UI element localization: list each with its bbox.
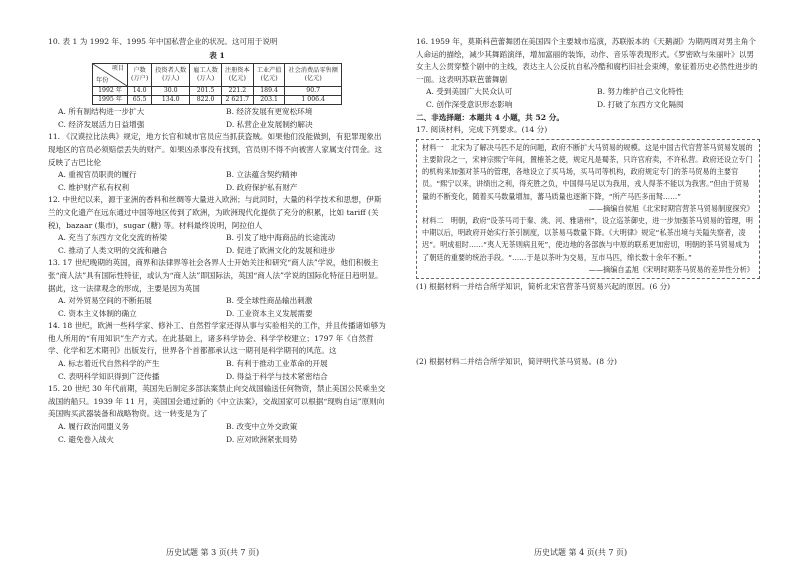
question-13-options [48, 295, 386, 320]
sub-question-1: (1) 根据材料一并结合所学知识，简析北宋官营茶马贸易兴起的原因。(6 分) [416, 281, 671, 291]
option-b[interactable]: B. 经济发展有更宽松环境 [226, 107, 313, 117]
table-1-title: 表 1 [209, 50, 225, 60]
option-c[interactable]: C. 推动了人类文明的交流和融合 [58, 245, 168, 255]
question-10-stem: 10. 表 1 为 1992 年、1995 年中国私营企业的状况。这可用于说明 [48, 37, 278, 46]
sub-question-2: (2) 根据材料二并结合所学知识，简评明代茶马贸易。(8 分) [416, 356, 617, 366]
table-cell: 201.5 [190, 87, 222, 96]
page-footer-3: 历史试题 第 3 页(共 7 页) [166, 548, 260, 558]
table-cell: 822.0 [190, 96, 222, 105]
table-cell: 1 006.4 [285, 96, 342, 105]
table-header-cell: 注册资本 (亿元) [221, 64, 253, 87]
question-11-options [48, 169, 386, 194]
question-16-stem: 16. 1959 年，莫斯科芭蕾舞团在美国四个主要城市巡演，苏联版本的《天鹅湖》为期两周对男主角个人命运的描绘，减少其舞蹈演绎，增加富丽的装饰，动作、音乐等表现形式。《罗密欧与朱丽叶》以男女主人公贯穿整个剧中的主线，表达主人公反抗自私冷酷和腐朽旧社会束缚，象征着历史必然性进步的一面。这表明苏联芭蕾舞剧 [416, 37, 758, 84]
section-heading: 二、非选择题：本题共 4 小题，共 52 分。 [416, 112, 564, 122]
option-c[interactable]: C. 维护财产私有权利 [58, 182, 130, 192]
material-1-source: ——摘编自侯旭《北宋时期官营茶马贸易制度探究》 [588, 203, 754, 213]
material-2-text: 材料二 明朝，政府“设茶马司于秦、洮、河、雅诸州”，设立巡茶御史，进一步加强茶马贸易的管理，明中期以后，明政府开始实行茶引制度，以茶易马数量下降。《大明律》规定“私茶出境与关隘失察者，凌迟”。明成祖时……“夷人无茶则病且死”，使边地的各部族与中原的联系更加密切，明朝的茶马贸易成为了朝廷的重要的统治手段。“……于是以茶叶为交易，互市马匹，绵长数十余年不断。” [422, 215, 753, 262]
table-cell: 1995 年 [93, 96, 128, 105]
option-b[interactable]: B. 改变中立外交政策 [226, 422, 298, 432]
table-cell: 134.0 [152, 96, 190, 105]
table-cell: 203.1 [253, 96, 285, 105]
option-c[interactable]: C. 表明科学知识得到广泛传播 [58, 371, 160, 381]
table-cell: 30.0 [152, 87, 190, 96]
option-a[interactable]: A. 受到美国广大民众认可 [426, 87, 513, 97]
table-cell: 1992 年 [93, 87, 128, 96]
table-cell: 221.2 [221, 87, 253, 96]
table-header-row [93, 64, 342, 87]
option-b[interactable]: B. 有利于推动工业革命的开展 [226, 359, 328, 369]
corner-label-top: 项目 [111, 65, 125, 73]
question-17-stem: 17. 阅读材料，完成下列要求。(14 分) [416, 125, 548, 135]
option-d[interactable]: D. 促进了欧洲文化的发展和进步 [226, 245, 336, 255]
question-13-stem: 13. 17 世纪晚期的英国，商界和法律界等社会各界人士开始关注和研究“商人法”学说，他们积极主张“商人法”具有国际性特征，或认为“商人法”即国际法，英国“商人法”学说的国际化特征日趋明显。据此，这一法律观念的形成，主要是因为英国 [48, 258, 383, 293]
material-2-source: ——摘编自孟旭《宋明时期茶马贸易的差异性分析》 [588, 264, 754, 274]
page-4 [416, 0, 760, 566]
private-enterprise-table [92, 63, 342, 105]
answer-space-1[interactable] [416, 294, 760, 356]
table-cell: 14.0 [128, 87, 152, 96]
question-12-options [48, 232, 386, 257]
option-d[interactable]: D. 应对欧洲紧张局势 [226, 434, 298, 444]
option-d[interactable]: D. 打破了东西方文化隔阂 [597, 99, 684, 109]
table-cell: 2 621.7 [221, 96, 253, 105]
question-10-options [48, 106, 386, 131]
option-a[interactable]: A. 对外贸易空间的不断拓展 [58, 296, 152, 306]
option-c[interactable]: C. 创作深受意识形态影响 [426, 99, 513, 109]
option-b[interactable]: B. 受全球性商品输出刺激 [226, 296, 313, 306]
table-header-cell: 投资者人数 (万人) [152, 64, 190, 87]
table-cell: 65.5 [128, 96, 152, 105]
material-1-text: 材料一 北宋为了解决马匹不足的问题，政府不断扩大马贸易的规模。这是中国古代官营茶马贸易发展的主要阶段之一，宋神宗熙宁年间，置榷茶之使，规定凡是蜀茶，只许官府卖，不许私营。政府还设立专门的机构来加强对茶马的管理，各地设立了买马场，买马司等机构，政府规定专门的茶马贸易的主要官员。“熙宁以来，讲绩出之利，得充胜之负，中国得马足以为我用，戎人得茶不能以为我害。”但由于贸易量的不断变化，随着买马数量增加，蕃马质量也逐渐下降，“所产马匹多而驽……” [422, 142, 753, 201]
table-row [93, 96, 342, 105]
option-d[interactable]: D. 私营企业发展制约解决 [226, 119, 313, 129]
option-b[interactable]: B. 努力维护自己文化特性 [597, 87, 684, 97]
question-14-options [48, 358, 386, 383]
option-a[interactable]: A. 所有制结构进一步扩大 [58, 107, 145, 117]
question-15-options [48, 421, 386, 446]
table-cell: 189.4 [253, 87, 285, 96]
table-header-cell: 户数 (万户) [128, 64, 152, 87]
option-c[interactable]: C. 避免卷入战火 [58, 434, 114, 444]
corner-label-bottom: 年份 [96, 77, 109, 85]
option-b[interactable]: B. 引发了地中海商品的长途流动 [226, 233, 336, 243]
question-11-stem: 11. 《汉谟拉比法典》规定，地方长官和城市官员应当抓获盗贼。如果他们没能做到，有犯罪现象出现地区的官员必须赔偿丢失的财产。如果凶杀事没有找到，官员则不得不向被害人家属支付罚金。这反映了古巴比伦 [48, 132, 383, 167]
table-row [93, 87, 342, 96]
question-15-stem: 15. 20 世纪 30 年代前期，英国先后制定多部法案禁止向交战国输送任何物资，禁止美国公民乘坐交战国的船只。1939 年 11 月，美国国会通过新的《中立法案》，交战国家可以根据“现购自运”原则向美国购买武器装备和战略物资。这一转变是为了 [48, 384, 386, 419]
table-cell: 90.7 [285, 87, 342, 96]
option-c[interactable]: C. 经济发展活力日益增强 [58, 119, 145, 129]
option-b[interactable]: B. 立法蕴含契约精神 [226, 170, 298, 180]
option-a[interactable]: A. 标志着近代自然科学的产生 [58, 359, 160, 369]
page-3 [48, 0, 386, 566]
question-12-stem: 12. 中世纪以来，源于亚洲的香料和丝绸等大量进入欧洲；与此同时，大量的科学技术和思想，伊斯兰的文化遗产在远东通过中国等地区传到了欧洲，为欧洲现代化提供了充分的积累，比如 tariff (关税)，bazaar (集市)，sugar (糖) 等。材料最终说明，阿拉伯人 [48, 195, 382, 230]
material-box [416, 139, 760, 279]
table-header-cell: 雇工人数 (万人) [190, 64, 222, 87]
page-footer-4: 历史试题 第 4 页(共 7 页) [534, 548, 628, 558]
table-header-cell: 社会消费品零售额 (亿元) [285, 64, 342, 87]
option-d[interactable]: D. 工业资本主义发展需要 [226, 308, 313, 318]
option-a[interactable]: A. 履行政治同盟义务 [58, 422, 130, 432]
table-corner-cell [93, 64, 128, 87]
question-16-options [416, 86, 760, 111]
option-a[interactable]: A. 充当了东西方文化交流的桥梁 [58, 233, 168, 243]
option-d[interactable]: D. 政府保护私有财产 [226, 182, 298, 192]
question-14-stem: 14. 18 世纪，欧洲一些科学家、修补工、自然哲学家还得从事与实验相关的工作，并且传播诸如够为他人所用的“有用知识”生产方式。在此基础上，诸多科学协会、科学学校建立；1797 年《自然哲学、化学和艺术期刊》出版发行，世界各个首都都承认这一期刊是科学期刊的风范。这 [48, 321, 386, 356]
option-a[interactable]: A. 重视官员职责的履行 [58, 170, 137, 180]
option-c[interactable]: C. 资本主义体制的确立 [58, 308, 137, 318]
table-header-cell: 工业产值 (亿元) [253, 64, 285, 87]
option-d[interactable]: D. 得益于科学与技术紧密结合 [226, 371, 328, 381]
